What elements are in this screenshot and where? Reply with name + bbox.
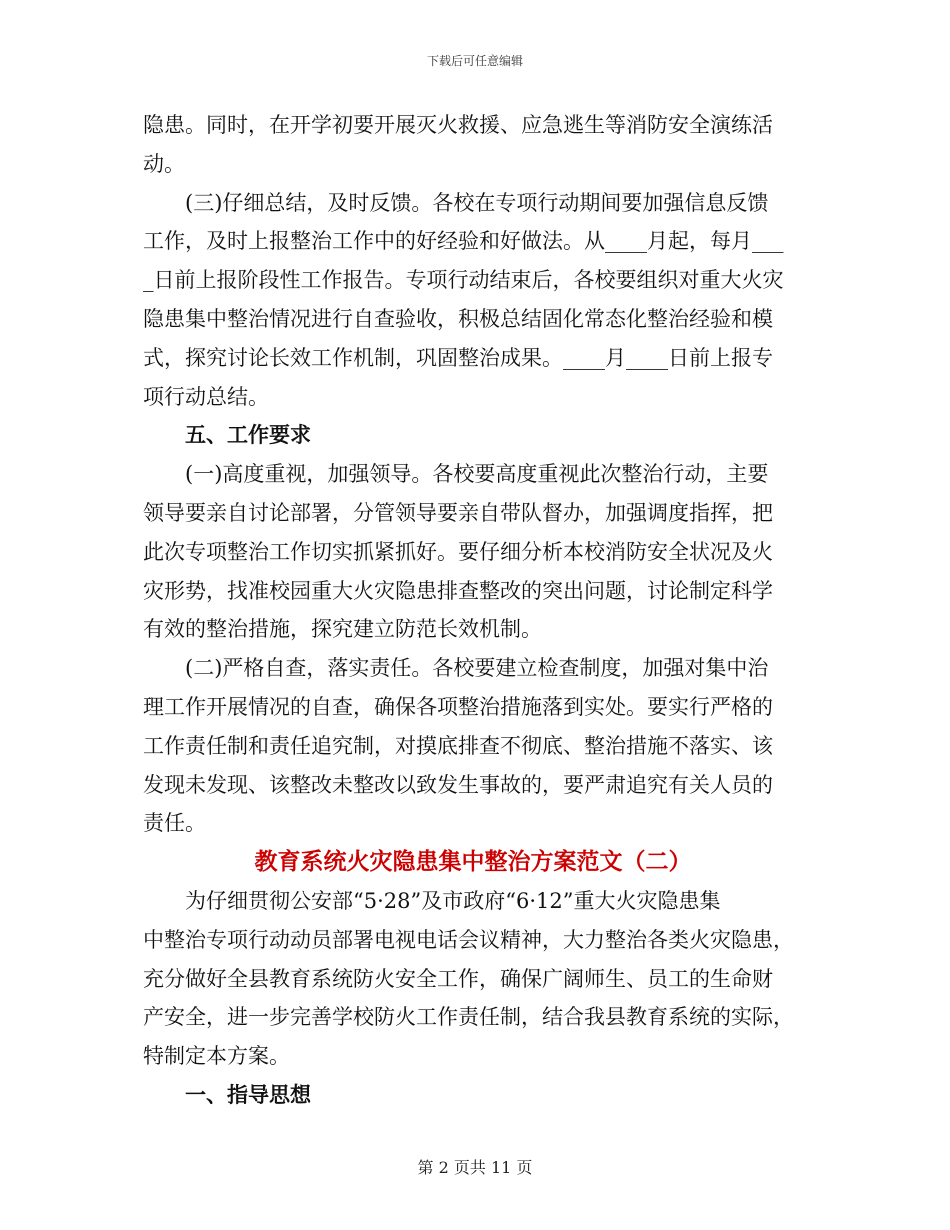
paragraph-line: 为仔细贯彻公安部“5·28”及市政府“6·12”重大火灾隐患集: [185, 888, 721, 913]
paragraph-line: (三)仔细总结，及时反馈。各校在专项行动期间要加强信息反馈: [185, 190, 769, 215]
page-footer: 第 2 页共 11 页: [417, 1158, 533, 1177]
page-header: 下载后可任意编辑: [426, 54, 523, 68]
paragraph-line: 灾形势，找准校园重大火灾隐患排查整改的突出问题，讨论制定科学: [143, 578, 773, 603]
paragraph-line: (二)严格自查，落实责任。各校要建立检查制度，加强对集中治: [185, 656, 769, 681]
paragraph-line: 理工作开展情况的自查，确保各项整治措施落到实处。要实行严格的: [143, 694, 773, 719]
paragraph-line: (一)高度重视，加强领导。各校要高度重视此次整治行动，主要: [185, 462, 769, 487]
paragraph-line: 发现未发现、该整改未整改以致发生事故的，要严肃追究有关人员的: [143, 772, 773, 797]
paragraph-line: 特制定本方案。: [143, 1044, 290, 1069]
document-body: [143, 106, 803, 1115]
paragraph-line: 有效的整治措施，探究建立防范长效机制。: [143, 617, 542, 642]
paragraph-line: 工作责任制和责任追究制，对摸底排查不彻底、整治措施不落实、该: [143, 733, 773, 758]
paragraph-line: 领导要亲自讨论部署，分管领导要亲自带队督办，加强调度指挥，把: [143, 500, 773, 525]
paragraph-line: 隐患集中整治情况进行自查验收，积极总结固化常态化整治经验和模: [143, 306, 773, 331]
paragraph-line: 责任。: [143, 811, 206, 836]
paragraph-line: 产安全，进一步完善学校防火工作责任制，结合我县教育系统的实际，: [143, 1005, 794, 1030]
paragraph-line: 充分做好全县教育系统防火安全工作，确保广阔师生、员工的生命财: [143, 966, 773, 991]
paragraph-line: 项行动总结。: [143, 384, 269, 409]
section-heading: 五、工作要求: [185, 422, 311, 448]
paragraph-line: 此次专项整治工作切实抓紧抓好。要仔细分析本校消防安全状况及火: [143, 539, 773, 564]
paragraph-line: 隐患。同时，在开学初要开展灭火救援、应急逃生等消防安全演练活: [143, 113, 773, 137]
paragraph-line: 工作，及时上报整治工作中的好经验和好做法。从____月起，每月___: [143, 229, 784, 254]
paragraph-line: _日前上报阶段性工作报告。专项行动结束后，各校要组织对重大火灾: [143, 268, 784, 293]
paragraph-line: 动。: [143, 151, 185, 176]
section-heading: 一、指导思想: [185, 1081, 311, 1107]
paragraph-line: 式，探究讨论长效工作机制，巩固整治成果。____月____日前上报专: [143, 345, 773, 370]
document-title: 教育系统火灾隐患集中整治方案范文（二）: [254, 848, 692, 876]
paragraph-line: 中整治专项行动动员部署电视电话会议精神，大力整治各类火灾隐患，: [143, 927, 794, 952]
